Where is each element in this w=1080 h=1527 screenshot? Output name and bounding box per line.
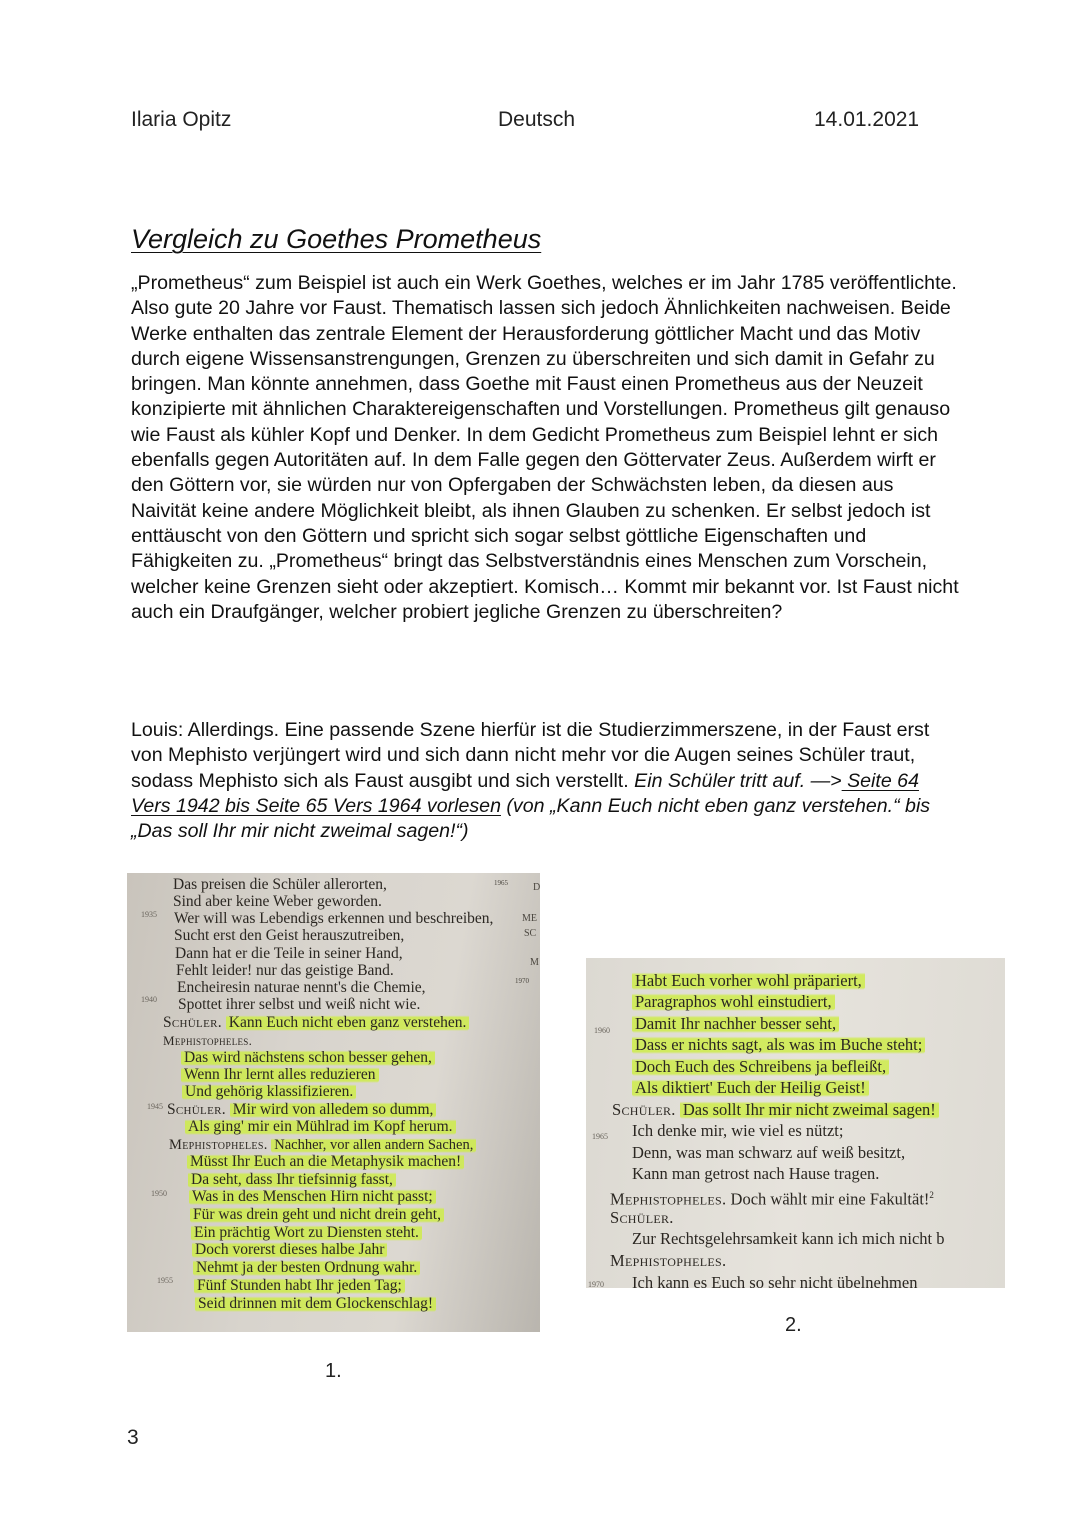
subject: Deutsch — [498, 108, 576, 131]
verse-line: Ich kann es Euch so sehr nicht übelnehmen — [632, 1273, 918, 1288]
highlighted-verse: Seid drinnen mit dem Glockenschlag! — [195, 1295, 436, 1312]
page-edge-fragment: SC — [524, 928, 537, 939]
verse-line: Kann man getrost nach Hause tragen. — [632, 1164, 880, 1183]
line-number: 1960 — [594, 1026, 610, 1035]
page-edge-fragment: M — [530, 957, 539, 968]
speaker-name: Schüler. — [610, 1208, 674, 1227]
highlighted-verse: Was in des Menschen Hirn nicht passt; — [189, 1188, 436, 1205]
verse-line: Spottet ihrer selbst und weiß nicht wie. — [178, 996, 421, 1013]
verse-line — [185, 1118, 456, 1136]
verse-line — [188, 1171, 396, 1189]
speaker-name: Mephistopheles. — [610, 1189, 727, 1209]
line-number: 1945 — [147, 1102, 163, 1111]
verse-line — [193, 1259, 420, 1277]
highlighted-verse: Da seht, dass Ihr tiefsinnig fasst, — [188, 1171, 396, 1188]
paragraph-louis-text: Louis: Allerdings. Eine passende Szene hierfür ist die Studierzimmerszene, in der Faust erst von Mephisto verjüngert wird und sich dann nicht mehr vor die Augen seines Schüler traut, sodass Mephisto sich als Faust ausgibt und sich verstellt. — [131, 719, 930, 792]
verse-line — [632, 1056, 889, 1077]
speaker-line — [169, 1136, 476, 1154]
verse-line — [632, 970, 865, 991]
line-number: 1935 — [141, 910, 157, 919]
verse-line — [190, 1206, 444, 1224]
verse-line: Sucht erst den Geist herauszutreiben, — [174, 927, 405, 944]
highlighted-verse: Damit Ihr nachher besser seht, — [632, 1014, 839, 1033]
highlighted-verse: Das wird nächstens schon besser gehen, — [181, 1049, 435, 1066]
section-title: Vergleich zu Goethes Prometheus — [131, 224, 542, 254]
book-photo-2 — [586, 958, 1005, 1288]
quote-range: (von „Kann Euch nicht eben ganz verstehen.“ bis „Das soll Ihr mir nicht zweimal sagen!“) — [131, 794, 931, 843]
author-name: Ilaria Opitz — [131, 108, 232, 131]
highlighted-verse: Mir wird von alledem so dumm, — [230, 1101, 437, 1118]
speaker-name: Mephistopheles. — [169, 1137, 268, 1153]
highlighted-verse: Müsst Ihr Euch an die Metaphysik machen! — [187, 1153, 464, 1170]
verse-line: Denn, was man schwarz auf weiß besitzt, — [632, 1143, 906, 1162]
speaker-line — [167, 1101, 436, 1119]
photo-caption-2: 2. — [785, 1314, 802, 1336]
speaker-name: Schüler. — [167, 1101, 226, 1118]
highlighted-verse: Fünf Stunden habt Ihr jeden Tag; — [194, 1277, 405, 1294]
verse-line — [187, 1153, 464, 1171]
verse-text: Doch wählt mir eine Fakultät! — [730, 1189, 930, 1209]
verse-line: Das preisen die Schüler allerorten, — [173, 876, 387, 893]
verse-line — [632, 1034, 925, 1055]
document-date: 14.01.2021 — [814, 108, 920, 131]
line-number: 1965 — [592, 1132, 608, 1141]
highlighted-verse: Kann Euch nicht eben ganz verstehen. — [226, 1014, 470, 1031]
verse-line: Encheiresin naturae nennt's die Chemie, — [177, 979, 426, 996]
line-number: 1970 — [588, 1280, 604, 1288]
highlighted-verse: Ein prächtig Wort zu Diensten steht. — [191, 1224, 422, 1241]
verse-line — [182, 1083, 356, 1101]
speaker-name: Schüler. — [163, 1014, 222, 1031]
footnote-mark: 2 — [929, 1190, 934, 1200]
page-edge-number: 1965 — [494, 879, 508, 887]
verse-line — [632, 1013, 839, 1034]
line-number: 1940 — [141, 995, 157, 1004]
highlighted-verse: Für was drein geht und nicht drein geht, — [190, 1206, 444, 1223]
page-edge-fragment: D — [533, 882, 540, 893]
highlighted-verse: Habt Euch vorher wohl präpariert, — [632, 971, 865, 990]
highlighted-verse: Dass er nichts sagt, als was im Buche steht; — [632, 1035, 925, 1054]
speaker-line — [163, 1014, 469, 1032]
verse-line — [195, 1295, 436, 1313]
page-reference: Seite 64 Vers 1942 bis Seite 65 Vers 1964 vorlesen — [131, 769, 919, 817]
page-edge-fragment: ME — [522, 913, 537, 924]
verse-line: Wer will was Lebendigs erkennen und beschreiben, — [174, 910, 494, 927]
highlighted-verse: Paragraphos wohl einstudiert, — [632, 992, 835, 1011]
speaker-name: Mephistopheles. — [163, 1033, 253, 1048]
book-photo-1 — [127, 873, 540, 1332]
verse-line: Dann hat er die Teile in seiner Hand, — [175, 945, 403, 962]
highlighted-verse: Nehmt ja der besten Ordnung wahr. — [193, 1259, 420, 1276]
verse-line — [181, 1049, 435, 1067]
verse-line — [191, 1224, 422, 1242]
speaker-line — [610, 1185, 934, 1210]
highlighted-verse: Doch Euch des Schreibens ja befleißt, — [632, 1057, 889, 1076]
verse-line: Ich denke mir, wie viel es nützt; — [632, 1121, 844, 1140]
verse-line — [192, 1241, 387, 1259]
verse-line: Sind aber keine Weber geworden. — [173, 893, 382, 910]
line-number: 1955 — [157, 1276, 173, 1285]
verse-line: Zur Rechtsgelehrsamkeit kann ich mich nicht b — [632, 1229, 945, 1248]
verse-line: Fehlt leider! nur das geistige Band. — [176, 962, 394, 979]
highlighted-verse: Doch vorerst dieses halbe Jahr — [192, 1241, 387, 1258]
verse-line — [632, 1077, 869, 1098]
highlighted-verse: Wenn Ihr lernt alles reduzieren — [181, 1066, 379, 1083]
highlighted-verse: Als ging' mir ein Mühlrad im Kopf herum. — [185, 1118, 456, 1135]
page-edge-number: 1970 — [515, 977, 529, 985]
photo-caption-1: 1. — [325, 1360, 342, 1382]
highlighted-verse: Als diktiert' Euch der Heilig Geist! — [632, 1078, 869, 1097]
arrow: —> — [805, 769, 842, 792]
paragraph-prometheus: „Prometheus“ zum Beispiel ist auch ein Werk Goethes, welches er im Jahr 1785 veröffentlichte. Also gute 20 Jahre vor Faust. Thematisch lassen sich jedoch Ähnlichkeiten nachweisen. Beide Werke enthalten das zentrale Element der Herausforderung göttlicher Macht und das Motiv durch eigene Wissensanstrengungen, Grenzen zu überschreiten und sich damit in Gefahr zu bringen. Man könnte annehmen, dass Goethe mit Faust einen Prometheus aus der Neuzeit konzipierte mit ähnlichen Charaktereigenschaften und Vorstellungen. Prometheus gilt genauso wie Faust als kühler Kopf und Denker. In dem Gedicht Prometheus zum Beispiel lehnt er sich ebenfalls gegen Autoritäten auf. In dem Falle gegen den Göttervater Zeus. Außerdem wirft er den Göttern vor, sie würden nur von Opfergaben der Schwächsten leben, da diesen aus Naivität keine andere Möglichkeit bleibt, als ihnen Glauben zu schenken. Er selbst jedoch ist enttäuscht von den Göttern und spricht sich sogar selbst göttliche Eigenschaften und Fähigkeiten zu. „Prometheus“ bringt das Selbstverständnis eines Menschen zum Vorschein, welcher keine Grenzen sieht oder akzeptiert. Komisch… Kommt mir bekannt vor. Ist Faust nicht auch ein Draufgänger, welcher probiert jegliche Grenzen zu überschreiten? — [131, 272, 959, 623]
verse-line — [194, 1277, 405, 1295]
verse-line — [181, 1066, 379, 1084]
verse-line — [189, 1188, 436, 1206]
speaker-name: Mephistopheles. — [610, 1251, 727, 1270]
paragraph-louis — [131, 718, 961, 844]
speaker-name: Schüler. — [612, 1100, 676, 1119]
line-number: 1950 — [151, 1189, 167, 1198]
speaker-line — [612, 1099, 939, 1120]
highlighted-verse: Das sollt Ihr mir nicht zweimal sagen! — [680, 1100, 939, 1119]
verse-line — [632, 991, 835, 1012]
page-number: 3 — [127, 1426, 139, 1449]
highlighted-verse: Und gehörig klassifizieren. — [182, 1083, 356, 1100]
highlighted-verse: Nachher, vor allen andern Sachen, — [271, 1137, 476, 1153]
stage-direction: Ein Schüler tritt auf. — [634, 769, 806, 792]
